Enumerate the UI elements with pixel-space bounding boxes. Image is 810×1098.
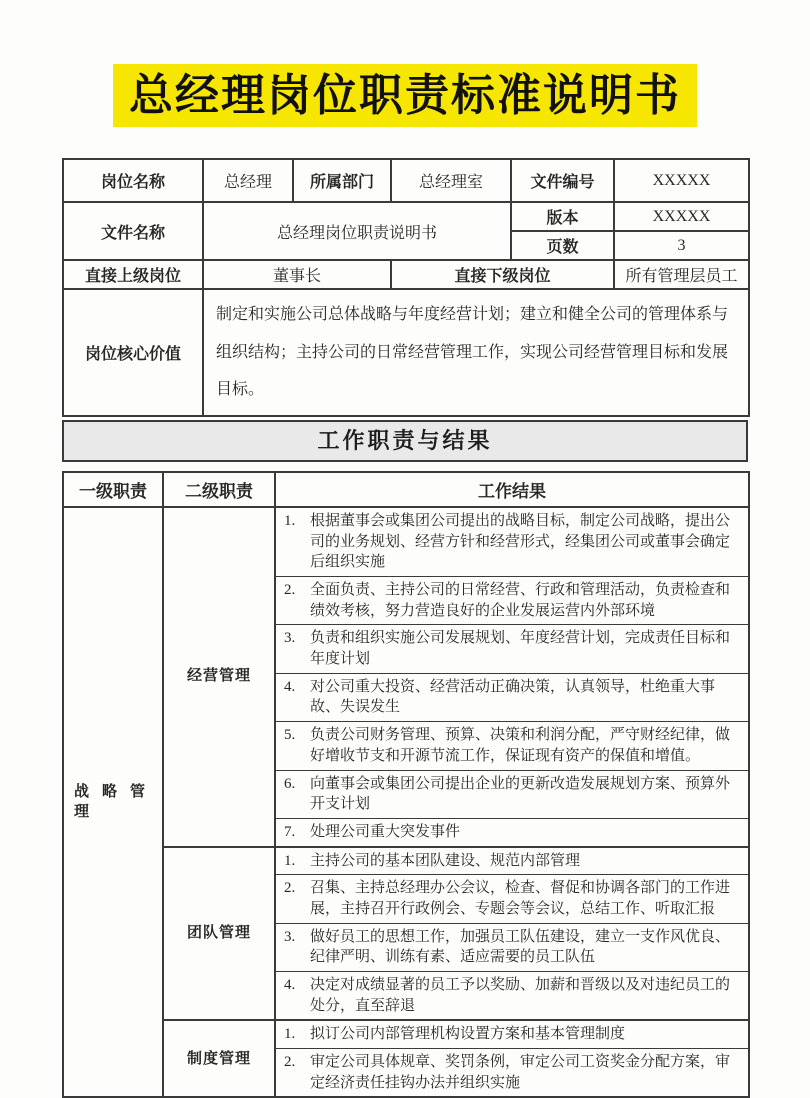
core-value-text: 制定和实施公司总体战略与年度经营计划；建立和健全公司的管理体系与组织结构；主持公司的日常经营管理工作，实现公司经营管理目标和发展目标。	[203, 289, 749, 416]
item-number: 5.	[284, 727, 296, 744]
col1-header: 一级职责	[63, 472, 163, 507]
level2-duty-operations: 经营管理	[163, 507, 275, 847]
item-number: 1.	[284, 512, 296, 529]
item-text: 向董事会或集团公司提出企业的更新改造发展规划方案、预算外开支计划	[310, 775, 731, 813]
table-row	[63, 847, 749, 875]
item-number: 2.	[284, 1054, 296, 1071]
item-number: 4.	[284, 678, 296, 695]
item-text: 召集、主持总经理办公会议，检查、督促和协调各部门的工作进展，主持召开行政例会、专题会等会议，总结工作、听取汇报	[310, 880, 731, 917]
page-title: 总经理岗位职责标准说明书	[113, 64, 697, 127]
doc-no-value: XXXXX	[614, 159, 749, 202]
result-cell	[275, 507, 749, 577]
item-number: 3.	[284, 928, 296, 945]
duties-table	[62, 471, 750, 1098]
version-label: 版本	[511, 202, 614, 231]
result-cell	[275, 818, 749, 846]
result-cell	[275, 875, 749, 923]
table-row	[63, 507, 749, 577]
result-cell	[275, 577, 749, 625]
pages-label: 页数	[511, 231, 614, 260]
item-number: 1.	[284, 1026, 296, 1043]
item-text: 根据董事会或集团公司提出的战略目标，制定公司战略，提出公司的业务规划、经营方针和经营形式，经集团公司或董事会确定后组织实施	[310, 512, 731, 571]
pages-value: 3	[614, 231, 749, 260]
doc-no-label: 文件编号	[511, 159, 614, 202]
item-text: 拟订公司内部管理机构设置方案和基本管理制度	[310, 1026, 626, 1043]
level2-duty-team: 团队管理	[163, 847, 275, 1021]
doc-name-label: 文件名称	[63, 202, 203, 260]
item-text: 处理公司重大突发事件	[310, 823, 461, 840]
table-row	[63, 1020, 749, 1048]
doc-name-value: 总经理岗位职责说明书	[203, 202, 511, 260]
level2-duty-system: 制度管理	[163, 1020, 275, 1097]
result-cell	[275, 625, 749, 673]
level1-duty: 战略管理	[63, 507, 163, 1098]
item-number: 3.	[284, 630, 296, 647]
item-number: 2.	[284, 880, 296, 897]
department-value: 总经理室	[391, 159, 511, 202]
item-text: 决定对成绩显著的员工予以奖励、加薪和晋级以及对违纪员工的处分，直至辞退	[310, 977, 731, 1014]
duties-header-row	[63, 472, 749, 507]
version-value: XXXXX	[614, 202, 749, 231]
result-cell	[275, 972, 749, 1021]
item-text: 做好员工的思想工作，加强员工队伍建设，建立一支作风优良、纪律严明、训练有素、适应需要的员工队伍	[310, 928, 731, 966]
item-number: 4.	[284, 977, 296, 994]
core-value-label: 岗位核心价值	[63, 289, 203, 416]
item-text: 审定公司具体规章、奖罚条例，审定公司工资奖金分配方案，审定经济责任挂钩办法并组织实施	[310, 1054, 731, 1091]
item-text: 对公司重大投资、经营活动正确决策，认真领导，杜绝重大事故、失误发生	[310, 678, 716, 716]
result-cell	[275, 1020, 749, 1048]
item-text: 负责和组织实施公司发展规划、年度经营计划，完成责任目标和年度计划	[310, 630, 731, 668]
superior-label: 直接上级岗位	[63, 260, 203, 289]
position-label: 岗位名称	[63, 159, 203, 202]
subordinate-value: 所有管理层员工	[614, 260, 749, 289]
section-header: 工作职责与结果	[62, 420, 748, 462]
col3-header: 工作结果	[275, 472, 749, 507]
department-label: 所属部门	[293, 159, 391, 202]
superior-value: 董事长	[203, 260, 391, 289]
result-cell	[275, 923, 749, 971]
item-number: 7.	[284, 823, 296, 840]
subordinate-label: 直接下级岗位	[391, 260, 614, 289]
result-cell	[275, 847, 749, 875]
result-cell	[275, 1049, 749, 1098]
item-number: 6.	[284, 775, 296, 792]
item-text: 全面负责、主持公司的日常经营、行政和管理活动，负责检查和绩效考核，努力营造良好的企业发展运营内外部环境	[310, 582, 731, 619]
item-text: 主持公司的基本团队建设、规范内部管理	[310, 852, 581, 869]
item-text: 负责公司财务管理、预算、决策和利润分配，严守财经纪律，做好增收节支和开源节流工作，保证现有资产的保值和增值。	[310, 727, 731, 764]
position-value: 总经理	[203, 159, 293, 202]
title-section	[0, 64, 810, 127]
result-cell	[275, 722, 749, 770]
info-table	[62, 158, 750, 417]
item-number: 2.	[284, 582, 296, 599]
col2-header: 二级职责	[163, 472, 275, 507]
result-cell	[275, 673, 749, 721]
document-content	[62, 158, 748, 1098]
result-cell	[275, 770, 749, 818]
item-number: 1.	[284, 852, 296, 869]
